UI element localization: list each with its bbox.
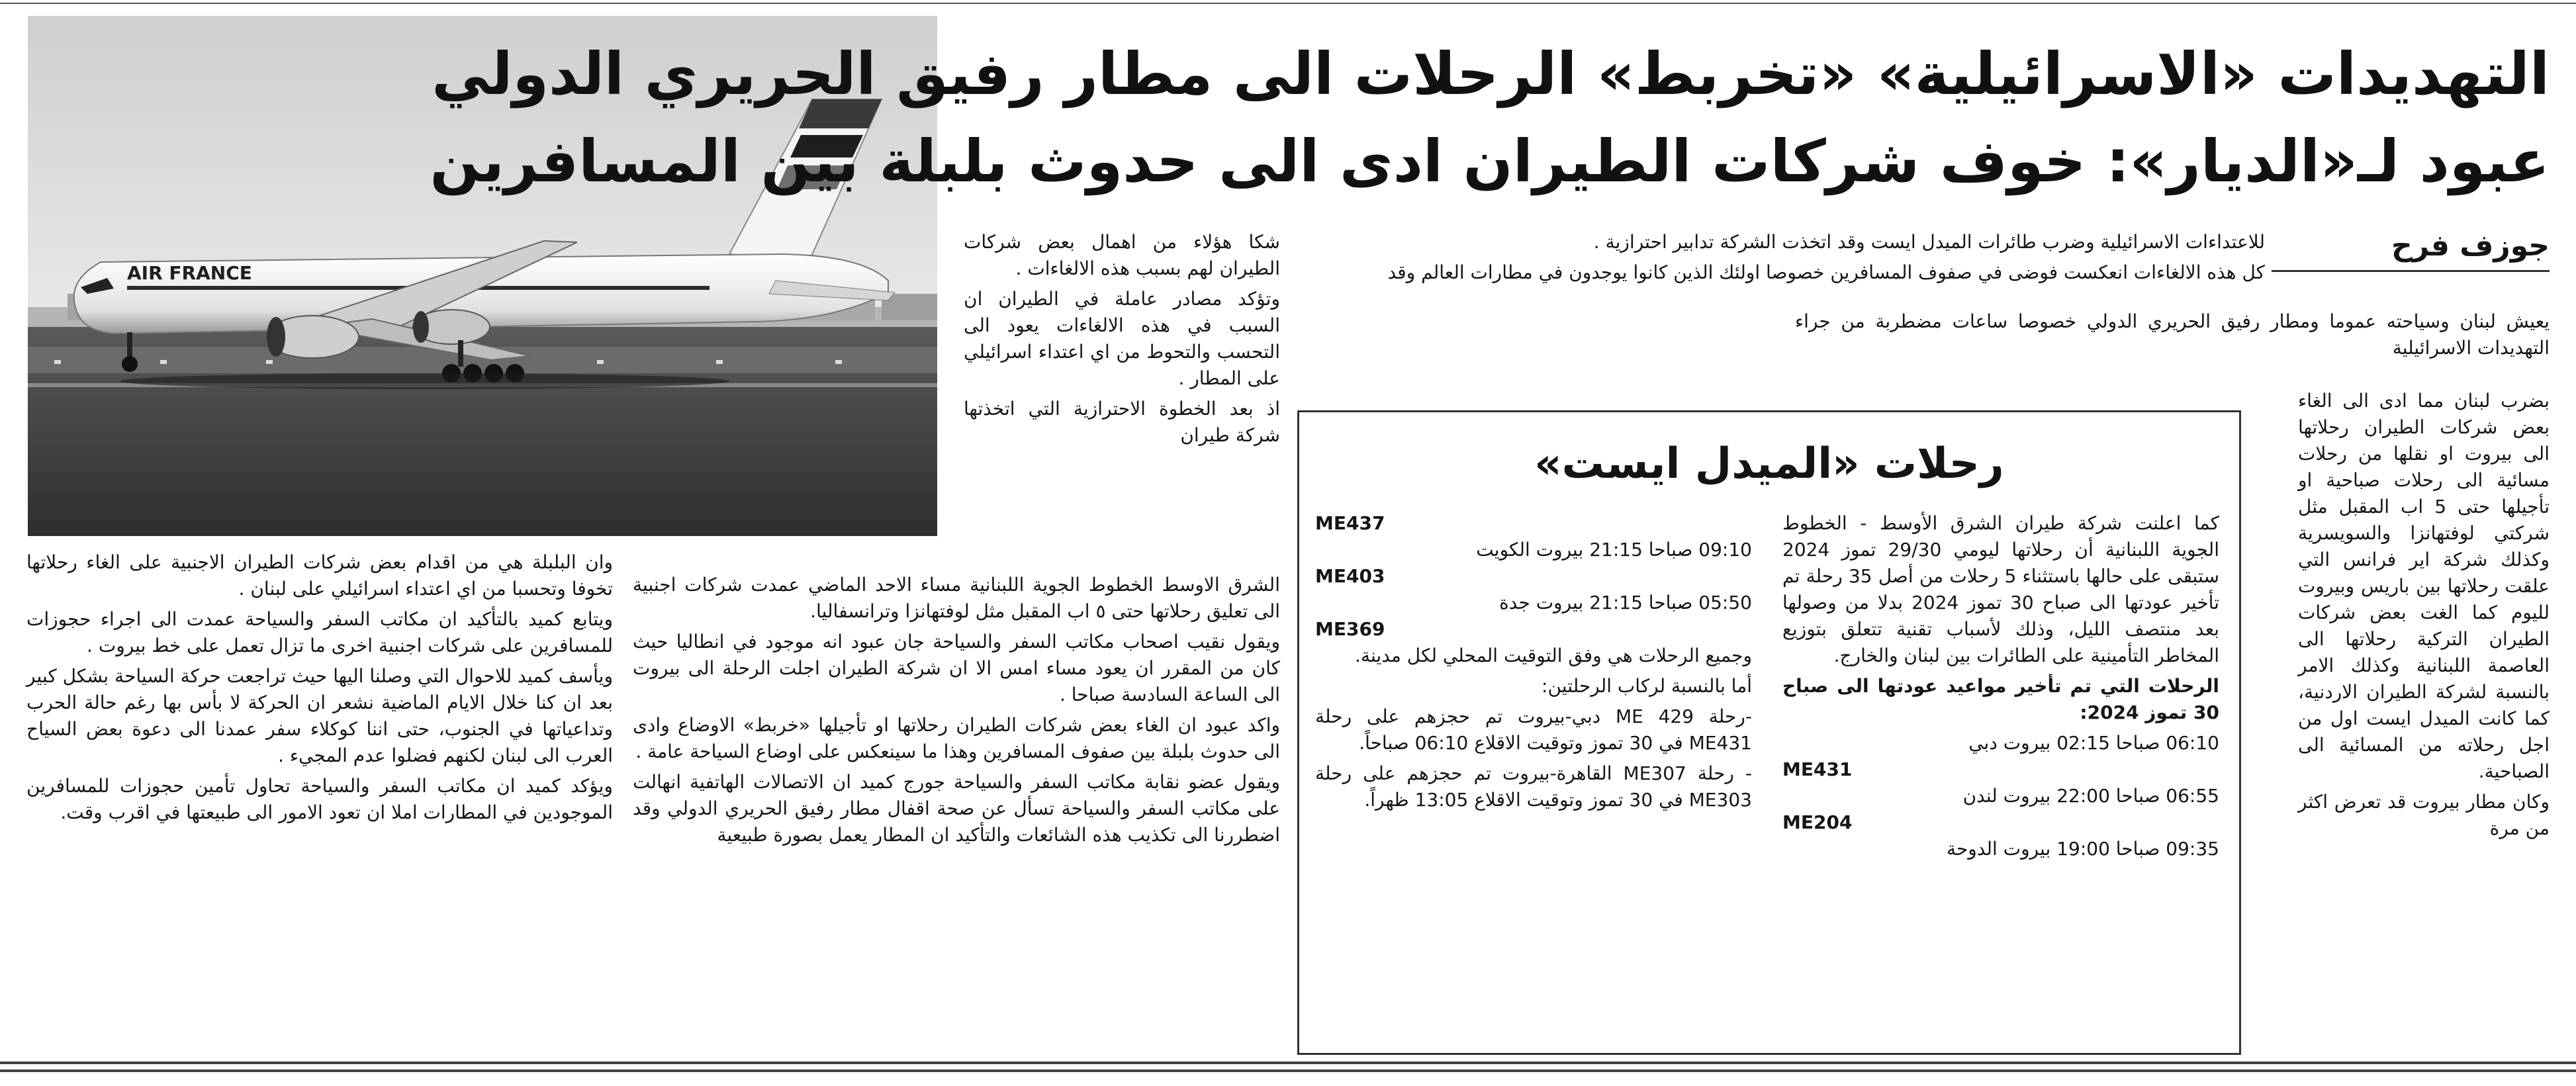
paragraph: وتؤكد مصادر عاملة في الطيران ان السبب في هذه الالغاءات يعود الى التحسب والتحوط من اي اعتداء اسرائيلي على المطار . — [964, 288, 1280, 389]
paragraph: ويؤكد كميد ان مكاتب السفر والسياحة تحاول تأمين حجوزات للمسافرين الموجودين في المطارات املا ان تعود الامور الى طبيعتها في اقرب وقت. — [26, 775, 613, 823]
byline-rule — [2272, 270, 2550, 272]
flight-code: ME437 — [1315, 512, 1385, 534]
flight-code: ME403 — [1315, 565, 1385, 587]
article-column-c — [633, 572, 1280, 852]
lead-text: يعيش لبنان وسياحته عموما ومطار رفيق الحريري الدولي خصوصا ساعات مضطربة من جراء التهديدات الاسرائيلية — [1795, 310, 2550, 359]
flight-line: 06:55 صباحا 22:00 بيروت لندن — [1962, 785, 2219, 807]
flight-code: ME204 — [1782, 811, 1853, 833]
paragraph: للاعتداءات الاسرائيلية وضرب طائرات الميدل ايست وقد اتخذت الشركة تدابير احترازية . — [1593, 231, 2265, 253]
lead-paragraph — [1795, 308, 2550, 365]
bottom-rule — [0, 1062, 2576, 1064]
flight-line: 05:50 صباحا 21:15 بيروت جدة — [1499, 592, 1752, 613]
article-column-a — [2298, 388, 2550, 846]
bottom-rule — [0, 1069, 2576, 1072]
airline-livery-text: AIR FRANCE — [127, 262, 252, 284]
paragraph: ويتابع كميد بالتأكيد ان مكاتب السفر والسياحة عمدت الى اجراء حجوزات للمسافرين على شركات اجنبية اخرى ما تزال تعمل على خط بيروت . — [26, 608, 613, 656]
box-right-column — [1782, 510, 2219, 862]
box-intro: كما اعلنت شركة طيران الشرق الأوسط - الخطوط الجوية اللبنانية أن رحلاتها ليومي 29/30 تموز 2024 ستبقى على حالها باستثناء 5 رحلات من أصل 35 رحلة تم تأخير عودتها الى صباح 30 تموز 2024 بدلا من وصولها بعد منتصف الليل، وذلك لأسباب تقنية تتعلق بتوزيع المخاطر التأمينية على الطائرات بين لبنان والخارج. — [1782, 512, 2220, 666]
flight-line: 09:35 صباحا 19:00 بيروت الدوحة — [1946, 838, 2219, 860]
box-passengers-2: - رحلة ME307 القاهرة-بيروت تم حجزهم على رحلة ME303 في 30 تموز وتوقيت الاقلاع 13:05 ظهراً. — [1315, 762, 1753, 811]
paragraph: وان البلبلة هي من اقدام بعض شركات الطيران الاجنبية على الغاء رحلاتها تخوفا وتحسبا من اي اعتداء اسرائيلي على لبنان . — [26, 551, 613, 600]
flight-line: 06:10 صباحا 02:15 بيروت دبي — [1968, 732, 2219, 754]
box-note: وجميع الرحلات هي وفق التوقيت المحلي لكل مدينة. — [1355, 645, 1752, 666]
box-passengers-title: أما بالنسبة لركاب الرحلتين: — [1541, 675, 1752, 697]
box-left-column — [1315, 510, 1752, 817]
headline-line-2: عبود لـ«الديار»: خوف شركات الطيران ادى الى حدوث بلبلة بين المسافرين — [430, 127, 2550, 195]
headline-line-1: التهديدات «الاسرائيلية» «تخربط» الرحلات الى مطار رفيق الحريري الدولي — [432, 40, 2550, 108]
flight-code: ME369 — [1315, 618, 1385, 640]
box-title: رحلات «الميدل ايست» — [1534, 439, 2004, 488]
paragraph: وكان مطار بيروت قد تعرض اكثر من مرة — [2298, 791, 2550, 839]
paragraph: اذ بعد الخطوة الاحترازية التي اتخذتها شركة طيران — [964, 398, 1280, 446]
paragraph: بضرب لبنان مما ادى الى الغاء بعض شركات الطيران رحلاتها الى بيروت او نقلها من رحلات مسائية الى رحلات صباحية او تأجيلها حتى 5 اب المقبل مثل شركتي لوفتهانزا والسويسرية وكذلك شركة اير فرانس التي علقت رحلاتها بين باريس وبيروت لليوم كما الغت بعض شركات الطيران التركية رحلاتها الى العاصمة اللبنانية وكذلك الامر بالنسبة لشركة الطيران الاردنية، كما كانت الميدل ايست اول من اجل رحلاته من المسائية الى الصباحية. — [2298, 390, 2550, 782]
box-passengers-1: -رحلة 429 ME دبي-بيروت تم حجزهم على رحلة ME431 في 30 تموز وتوقيت الاقلاع 06:10 صباحاً. — [1315, 705, 1752, 754]
paragraph: ويأسف كميد للاحوال التي وصلنا اليها حيث تراجعت حركة السياحة بشكل كبير بعد ان كنا خلال الايام الماضية نشعر ان الحركة لا بأس بها رغم حالة الحرب وتداعياتها في الجنوب، حتى اننا كوكلاء سفر عمدنا الى دعوة بعض السياح العرب الى لبنان لكنهم فضلوا عدم المجيء . — [26, 665, 613, 766]
flights-box — [1297, 410, 2241, 1055]
paragraph: الشرق الاوسط الخطوط الجوية اللبنانية مساء الاحد الماضي عمدت شركات اجنبية الى تعليق رحلاتها حتى ٥ اب المقبل مثل لوفتهانزا وترانسفاليا. — [633, 574, 1280, 622]
paragraph: ويقول نقيب اصحاب مكاتب السفر والسياحة جان عبود انه موجود في انطاليا حيث كان من المقرر ان يعود مساء امس الا ان شركة الطيران اجلت الرحلة الى بيروت الى الساعة السادسة صباحا . — [633, 631, 1280, 705]
paragraph: واكد عبود ان الغاء بعض شركات الطيران رحلاتها او تأجيلها «خربط» الاوضاع وادى الى حدوث بلبلة بين صفوف المسافرين وهذا ما سينعكس على اوضاع السياحة عامة . — [633, 714, 1280, 762]
paragraph: شكا هؤلاء من اهمال بعض شركات الطيران لهم بسبب هذه الالغاءات . — [964, 231, 1280, 279]
article-column-d — [26, 549, 613, 830]
article-top-middle — [1299, 229, 2265, 290]
top-rule — [0, 3, 2576, 4]
paragraph: ويقول عضو نقابة مكاتب السفر والسياحة جورج كميد ان الاتصالات الهاتفية انهالت على مكاتب السفر والسياحة تسأل عن صحة اقفال مطار رفيق الحريري الدولي وقد اضطررنا الى تكذيب هذه الشائعات والتأكيد ان المطار يعمل بصورة طبيعية — [633, 771, 1280, 846]
article-column-b — [964, 229, 1280, 453]
box-delayed-title: الرحلات التي تم تأخير مواعيد عودتها الى صباح 30 تموز 2024: — [1782, 675, 2219, 723]
paragraph: كل هذه الالغاءات انعكست فوضى في صفوف المسافرين خصوصا اولئك الذين كانوا يوجدون في مطارات العالم وقد — [1387, 261, 2265, 283]
byline: جوزف فرح — [2391, 229, 2550, 263]
flight-code: ME431 — [1782, 758, 1853, 780]
flight-line: 09:10 صباحا 21:15 بيروت الكويت — [1476, 539, 1752, 561]
